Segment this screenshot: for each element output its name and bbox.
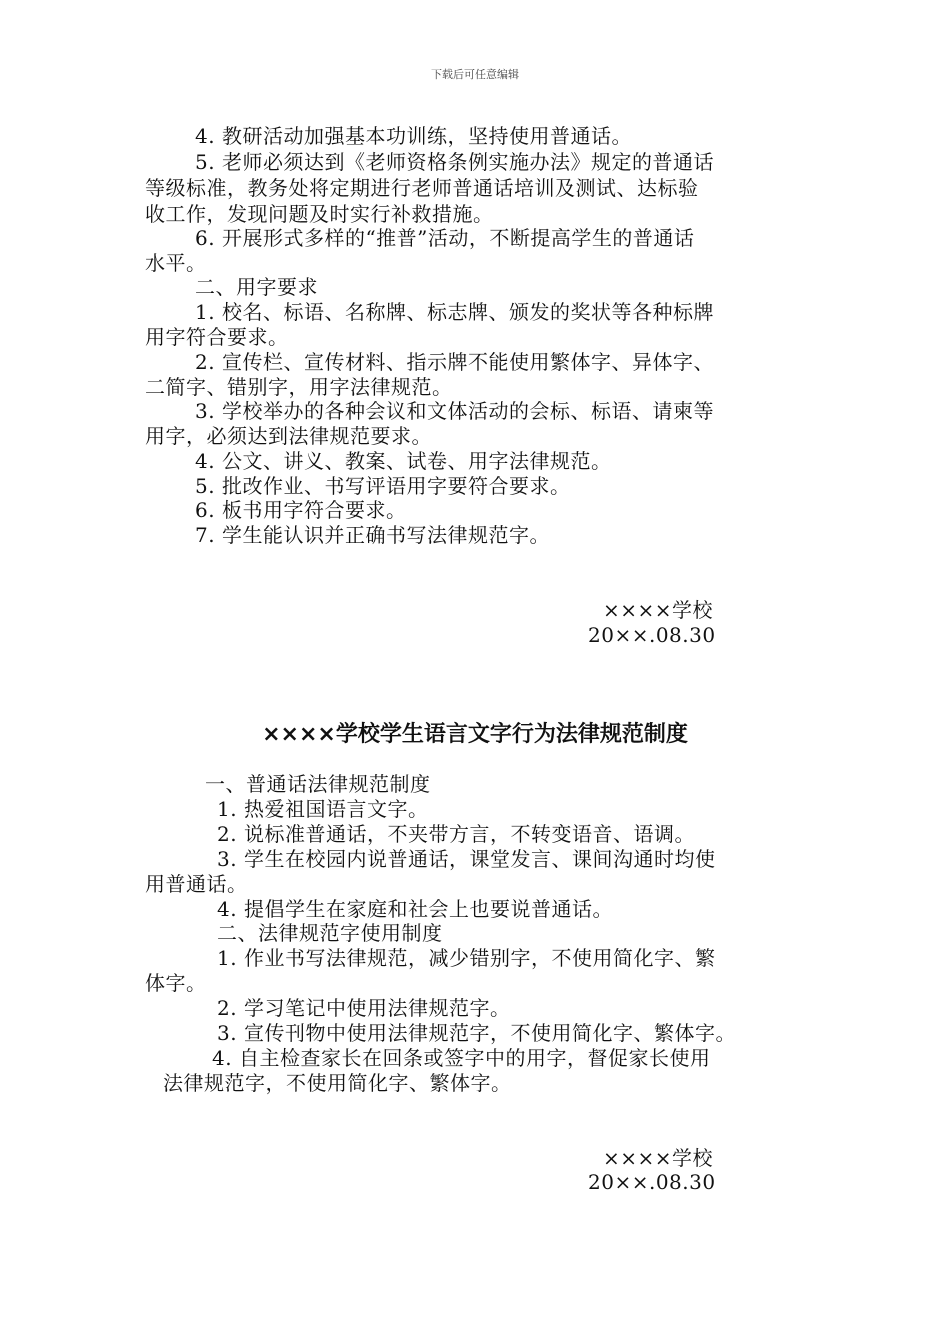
paragraph-line: 2. 说标准普通话，不夹带方言，不转变语音、语调。: [217, 822, 695, 846]
document-title: ××××学校学生语言文字行为法律规范制度: [262, 722, 688, 747]
paragraph-line: 4. 提倡学生在家庭和社会上也要说普通话。: [217, 897, 613, 921]
section-heading: 二、用字要求: [195, 275, 318, 299]
paragraph-line: 5. 批改作业、书写评语用字要符合要求。: [195, 474, 571, 498]
paragraph-line: 收工作，发现问题及时实行补救措施。: [145, 202, 494, 226]
paragraph-line: 用字符合要求。: [145, 325, 289, 349]
paragraph-line: 6. 板书用字符合要求。: [195, 498, 407, 522]
paragraph-line: 3. 学生在校园内说普通话，课堂发言、课间沟通时均使: [217, 847, 716, 871]
paragraph-line: 法律规范字，不使用简化字、繁体字。: [163, 1071, 512, 1095]
paragraph-line: 3. 宣传刊物中使用法律规范字，不使用简化字、繁体字。: [217, 1021, 736, 1045]
paragraph-line: 2. 宣传栏、宣传材料、指示牌不能使用繁体字、异体字、: [195, 350, 714, 374]
paragraph-line: 体字。: [145, 971, 207, 995]
paragraph-line: 4. 教研活动加强基本功训练，坚持使用普通话。: [195, 124, 632, 148]
date-signature: 20××.08.30: [588, 1170, 716, 1194]
paragraph-line: 5. 老师必须达到《老师资格条例实施办法》规定的普通话: [195, 150, 714, 174]
paragraph-line: 3. 学校举办的各种会议和文体活动的会标、标语、请柬等: [195, 399, 714, 423]
school-signature: ××××学校: [603, 1146, 714, 1170]
paragraph-line: 用字，必须达到法律规范要求。: [145, 424, 432, 448]
paragraph-line: 二简字、错别字，用字法律规范。: [145, 375, 453, 399]
paragraph-line: 6. 开展形式多样的“推普”活动，不断提高学生的普通话: [195, 226, 695, 250]
section-heading: 二、法律规范字使用制度: [217, 921, 443, 945]
paragraph-line: 1. 作业书写法律规范，减少错别字，不使用简化字、繁: [217, 946, 716, 970]
paragraph-line: 等级标准，教务处将定期进行老师普通话培训及测试、达标验: [145, 176, 699, 200]
paragraph-line: 4. 公文、讲义、教案、试卷、用字法律规范。: [195, 449, 612, 473]
paragraph-line: 用普通话。: [145, 872, 248, 896]
paragraph-line: 7. 学生能认识并正确书写法律规范字。: [195, 523, 550, 547]
paragraph-line: 水平。: [145, 251, 207, 275]
school-signature: ××××学校: [603, 598, 714, 622]
paragraph-line: 2. 学习笔记中使用法律规范字。: [217, 996, 511, 1020]
paragraph-line: 1. 热爱祖国语言文字。: [217, 797, 429, 821]
paragraph-line: 4. 自主检查家长在回条或签字中的用字，督促家长使用: [212, 1046, 711, 1070]
section-heading: 一、普通话法律规范制度: [205, 772, 431, 796]
page-header: 下载后可任意编辑: [431, 68, 519, 81]
date-signature: 20××.08.30: [588, 623, 716, 647]
paragraph-line: 1. 校名、标语、名称牌、标志牌、颁发的奖状等各种标牌: [195, 300, 714, 324]
